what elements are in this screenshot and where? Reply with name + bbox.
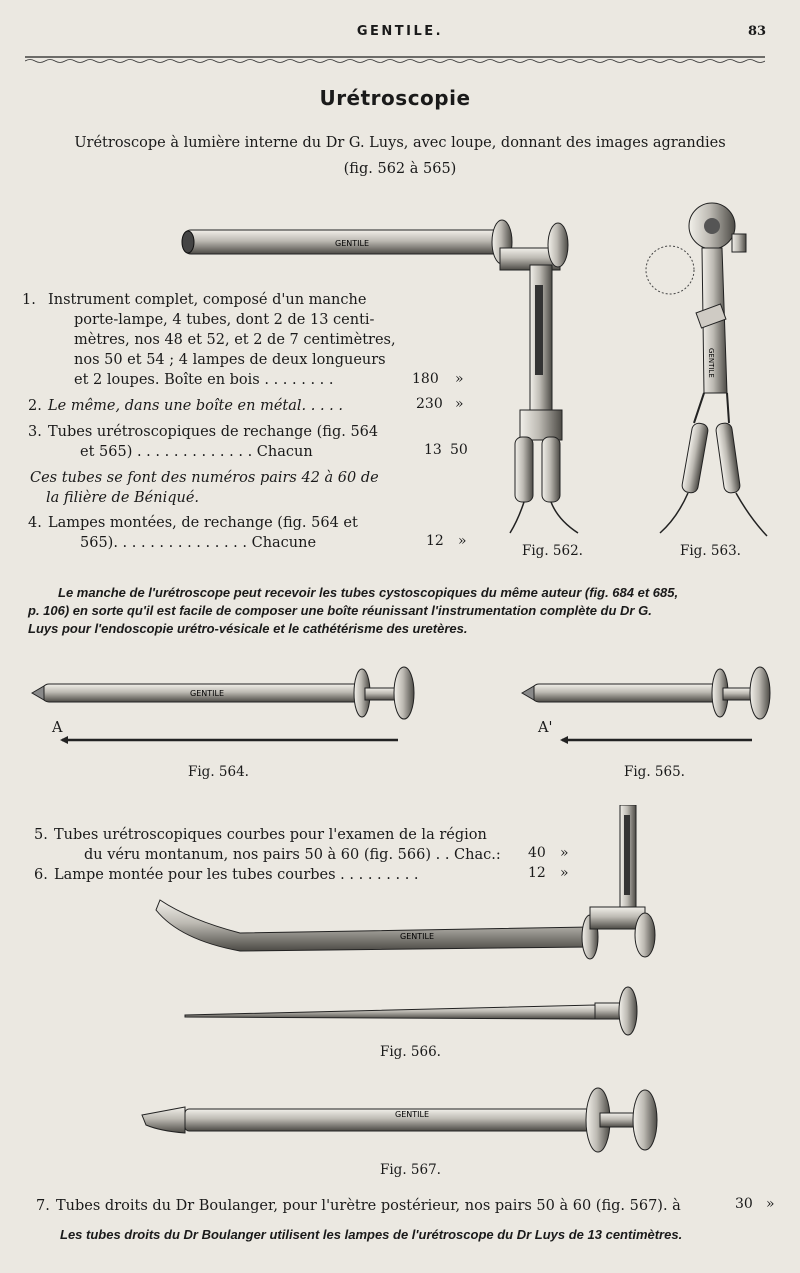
manche-note-line-2: p. 106) en sorte qu'il est facile de composer une boîte réunissant l'instrumentation complète du Dr G. bbox=[28, 603, 652, 618]
item5-line-1: Tubes urétroscopiques courbes pour l'examen de la région bbox=[54, 827, 487, 843]
fig566-tube-label: GENTILE bbox=[400, 932, 434, 941]
item-1 bbox=[22, 290, 462, 390]
tubes-note-line-2: la filière de Béniqué. bbox=[46, 490, 200, 506]
item1-line-2: porte-lampe, 4 tubes, dont 2 de 13 centi- bbox=[74, 312, 375, 328]
item5-price: 40 bbox=[528, 845, 546, 861]
figure-563-illustration bbox=[632, 198, 772, 543]
tubes-note bbox=[30, 468, 420, 508]
item4-price: 12 bbox=[426, 533, 444, 549]
item-4 bbox=[28, 513, 428, 553]
item2-price: 230 bbox=[416, 396, 443, 412]
item1-number: 1. bbox=[22, 292, 36, 308]
section-title: Urétroscopie bbox=[319, 86, 471, 110]
item1-line-1: Instrument complet, composé d'un manche bbox=[48, 292, 367, 308]
item7-price: 30 bbox=[735, 1196, 753, 1212]
item3-cents: 50 bbox=[450, 442, 468, 458]
fig564-letter: A bbox=[52, 720, 63, 736]
item4-number: 4. bbox=[28, 515, 42, 531]
running-header: GENTILE. bbox=[356, 24, 444, 39]
item1-line-3: mètres, nos 48 et 52, et 2 de 7 centimètres, bbox=[74, 332, 396, 348]
item1-line-5: et 2 loupes. Boîte en bois . . . . . . . . bbox=[74, 372, 334, 388]
fig565-caption: Fig. 565. bbox=[624, 764, 685, 780]
figure-564-illustration bbox=[30, 662, 420, 750]
item5-number: 5. bbox=[34, 827, 48, 843]
subtitle-line-1: Urétroscope à lumière interne du Dr G. Luys, avec loupe, donnant des images agrandies bbox=[74, 135, 726, 151]
manche-note-line-3: Luys pour l'endoscopie urétro-vésicale et le cathétérisme des uretères. bbox=[28, 621, 468, 636]
fig564-tube-label: GENTILE bbox=[190, 689, 224, 698]
item7-number: 7. bbox=[36, 1198, 50, 1214]
item1-mark: » bbox=[455, 371, 464, 387]
page-number: 83 bbox=[748, 24, 767, 39]
item-2 bbox=[28, 396, 428, 416]
item4-line-1: Lampes montées, de rechange (fig. 564 et bbox=[48, 515, 358, 531]
item2-mark: » bbox=[455, 396, 464, 412]
manche-note-line-1: Le manche de l'urétroscope peut recevoir les tubes cystoscopiques du même auteur (fig. 684 et 685, bbox=[58, 585, 679, 600]
item1-line-4: nos 50 et 54 ; 4 lampes de deux longueurs bbox=[74, 352, 386, 368]
item6-mark: » bbox=[560, 865, 569, 881]
fig565-letter: A' bbox=[538, 720, 553, 736]
figure-565-illustration bbox=[520, 662, 775, 750]
fig566-caption: Fig. 566. bbox=[380, 1044, 441, 1060]
final-note: Les tubes droits du Dr Boulanger utilisent les lampes de l'urétroscope du Dr Luys de 13 centimètres. bbox=[60, 1227, 683, 1242]
tubes-note-line-1: Ces tubes se font des numéros pairs 42 à 60 de bbox=[30, 470, 379, 486]
item5-mark: » bbox=[560, 845, 569, 861]
fig567-caption: Fig. 567. bbox=[380, 1162, 441, 1178]
item5-line-2: du véru montanum, nos pairs 50 à 60 (fig. 566) . . Chac.: bbox=[84, 847, 501, 863]
item2-number: 2. bbox=[28, 398, 42, 414]
fig564-caption: Fig. 564. bbox=[188, 764, 249, 780]
item4-line-2: 565). . . . . . . . . . . . . . . Chacune bbox=[80, 535, 317, 551]
item3-line-1: Tubes urétroscopiques de rechange (fig. 564 bbox=[48, 424, 379, 440]
item6-text: Lampe montée pour les tubes courbes . . . . . . . . . bbox=[54, 867, 419, 883]
item2-text: Le même, dans une boîte en métal. . . . . bbox=[48, 398, 343, 414]
fig563-handle-label: GENTILE bbox=[707, 348, 715, 378]
item6-number: 6. bbox=[34, 867, 48, 883]
fig562-caption: Fig. 562. bbox=[522, 543, 583, 559]
item4-mark: » bbox=[458, 533, 467, 549]
item3-price: 13 bbox=[424, 442, 442, 458]
fig562-tube-label: GENTILE bbox=[335, 239, 369, 248]
item-7 bbox=[36, 1196, 726, 1216]
fig567-tube-label: GENTILE bbox=[395, 1110, 429, 1119]
item7-text: Tubes droits du Dr Boulanger, pour l'urètre postérieur, nos pairs 50 à 60 (fig. 567). à bbox=[56, 1198, 681, 1214]
manche-note bbox=[28, 584, 788, 638]
header-rule bbox=[25, 54, 765, 64]
item1-price: 180 bbox=[412, 371, 439, 387]
subtitle-line-2: (fig. 562 à 565) bbox=[343, 161, 457, 177]
item3-number: 3. bbox=[28, 424, 42, 440]
item7-mark: » bbox=[766, 1196, 775, 1212]
section-subtitle bbox=[40, 130, 760, 182]
item6-price: 12 bbox=[528, 865, 546, 881]
item-3 bbox=[28, 422, 428, 462]
fig563-caption: Fig. 563. bbox=[680, 543, 741, 559]
item3-line-2: et 565) . . . . . . . . . . . . . Chacun bbox=[80, 444, 313, 460]
figure-567-illustration bbox=[140, 1085, 665, 1157]
figure-566-illustration bbox=[150, 805, 670, 1040]
